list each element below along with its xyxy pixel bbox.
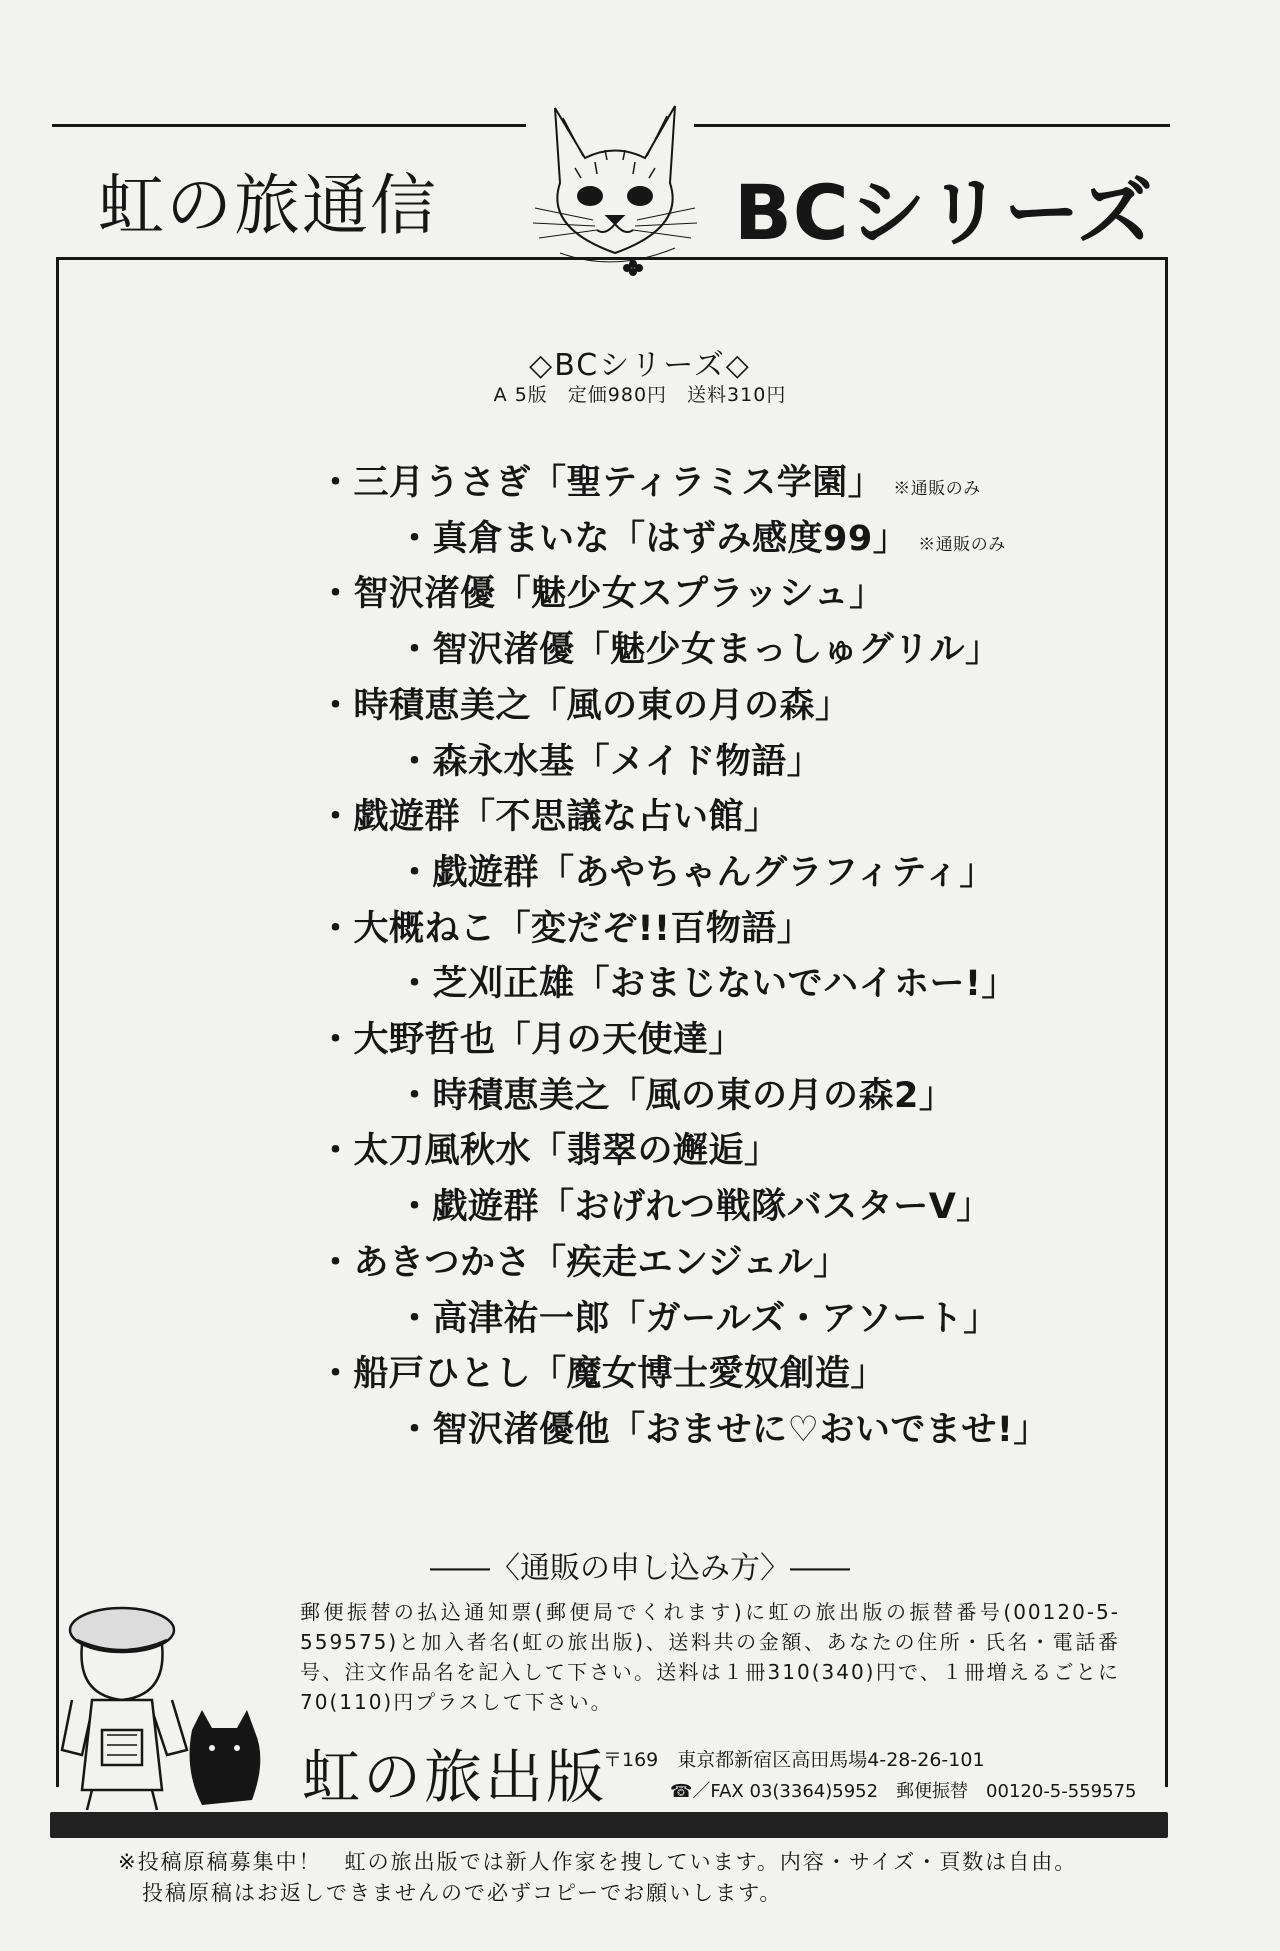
catalog-item-title: ・戯遊群「不思議な占い館」	[318, 797, 780, 838]
cat-illustration	[515, 88, 715, 278]
footer-band	[50, 1812, 1168, 1838]
catalog-item	[397, 956, 1017, 1006]
catalog-item-title: ・大概ねこ「変だぞ!!百物語」	[318, 908, 813, 949]
catalog-item-title: ・智沢渚優他「おませに♡おいでませ!」	[397, 1409, 1049, 1450]
catalog-item-note: ※通販のみ	[893, 479, 981, 499]
header-rule-left	[52, 124, 526, 127]
catalog-item	[318, 1012, 744, 1062]
catalog-item	[318, 1346, 886, 1396]
catalog-item	[397, 1068, 954, 1118]
submission-notice-line-2: 投稿原稿はお返しできませんので必ずコピーでお願いします。	[142, 1881, 783, 1905]
catalog-item	[318, 1123, 780, 1173]
catalog-item	[397, 1402, 1049, 1452]
catalog-item	[397, 1179, 992, 1229]
publisher-address: 〒169 東京都新宿区高田馬場4-28-26-101	[603, 1749, 985, 1771]
catalog-item-title: ・智沢渚優「魅少女まっしゅグリル」	[397, 630, 1001, 671]
catalog-item	[318, 566, 885, 616]
series-heading: ◇BCシリーズ◇	[529, 348, 751, 383]
catalog-item	[318, 901, 812, 951]
catalog-item-title: ・時積恵美之「風の東の月の森2」	[397, 1075, 955, 1116]
catalog-item	[318, 678, 851, 728]
catalog-item-note: ※通販のみ	[918, 534, 1006, 555]
catalog-item	[318, 789, 780, 839]
catalog-item-title: ・戯遊群「おげれつ戦隊バスターV」	[397, 1187, 992, 1228]
catalog-item	[397, 1291, 999, 1341]
series-spec: A 5版 定価980円 送料310円	[493, 384, 787, 406]
order-instructions: 郵便振替の払込通知票(郵便局でくれます)に虹の旅出版の振替番号(00120-5-559575)と加入者名(虹の旅出版)、送料共の金額、あなたの住所・氏名・電話番号、注文作品名を記入して下さい。送料は１冊310(340)円で、１冊増えるごとに70(110)円プラスして下さい。	[300, 1600, 1120, 1714]
submission-notice-line-1: ※投稿原稿募集中！ 虹の旅出版では新人作家を捜しています。内容・サイズ・頁数は自由。	[118, 1850, 1078, 1874]
order-heading: ――〈通販の申し込み方〉――	[430, 1551, 850, 1586]
catalog-item-title: ・三月うさぎ「聖ティラミス学園」	[318, 463, 884, 503]
catalog-item-title: ・太刀風秋水「翡翠の邂逅」	[318, 1131, 780, 1172]
catalog-item	[397, 622, 1001, 672]
catalog-item	[318, 1235, 849, 1285]
series-banner-title: BCシリーズ	[734, 168, 1154, 257]
catalog-item-title: ・森永水基「メイド物語」	[397, 741, 823, 782]
publisher-name: 虹の旅出版	[302, 1743, 608, 1811]
publisher-contact: ☎／FAX 03(3364)5952 郵便振替 00120-5-559575	[670, 1781, 1137, 1802]
catalog-item-title: ・あきつかさ「疾走エンジェル」	[318, 1242, 849, 1283]
catalog-item	[397, 734, 822, 784]
catalog-item-title: ・智沢渚優「魅少女スプラッシュ」	[318, 574, 885, 615]
catalog-item-title: ・船戸ひとし「魔女博士愛奴創造」	[318, 1354, 887, 1395]
mascot-illustration	[52, 1600, 277, 1815]
catalog-item	[318, 455, 981, 505]
newsletter-title: 虹の旅通信	[98, 167, 438, 244]
catalog-item-title: ・戯遊群「あやちゃんグラフィティ」	[397, 852, 995, 893]
header-rule-right	[694, 124, 1170, 127]
catalog-item-title: ・高津祐一郎「ガールズ・アソート」	[397, 1298, 999, 1339]
catalog-item	[397, 845, 995, 895]
catalog-item-title: ・大野哲也「月の天使達」	[318, 1020, 745, 1060]
catalog-item-title: ・時積恵美之「風の東の月の森」	[318, 685, 851, 726]
catalog-item	[397, 511, 1006, 561]
catalog-item-title: ・芝刈正雄「おまじないでハイホー!」	[397, 964, 1017, 1005]
catalog-item-title: ・真倉まいな「はずみ感度99」	[397, 518, 909, 559]
